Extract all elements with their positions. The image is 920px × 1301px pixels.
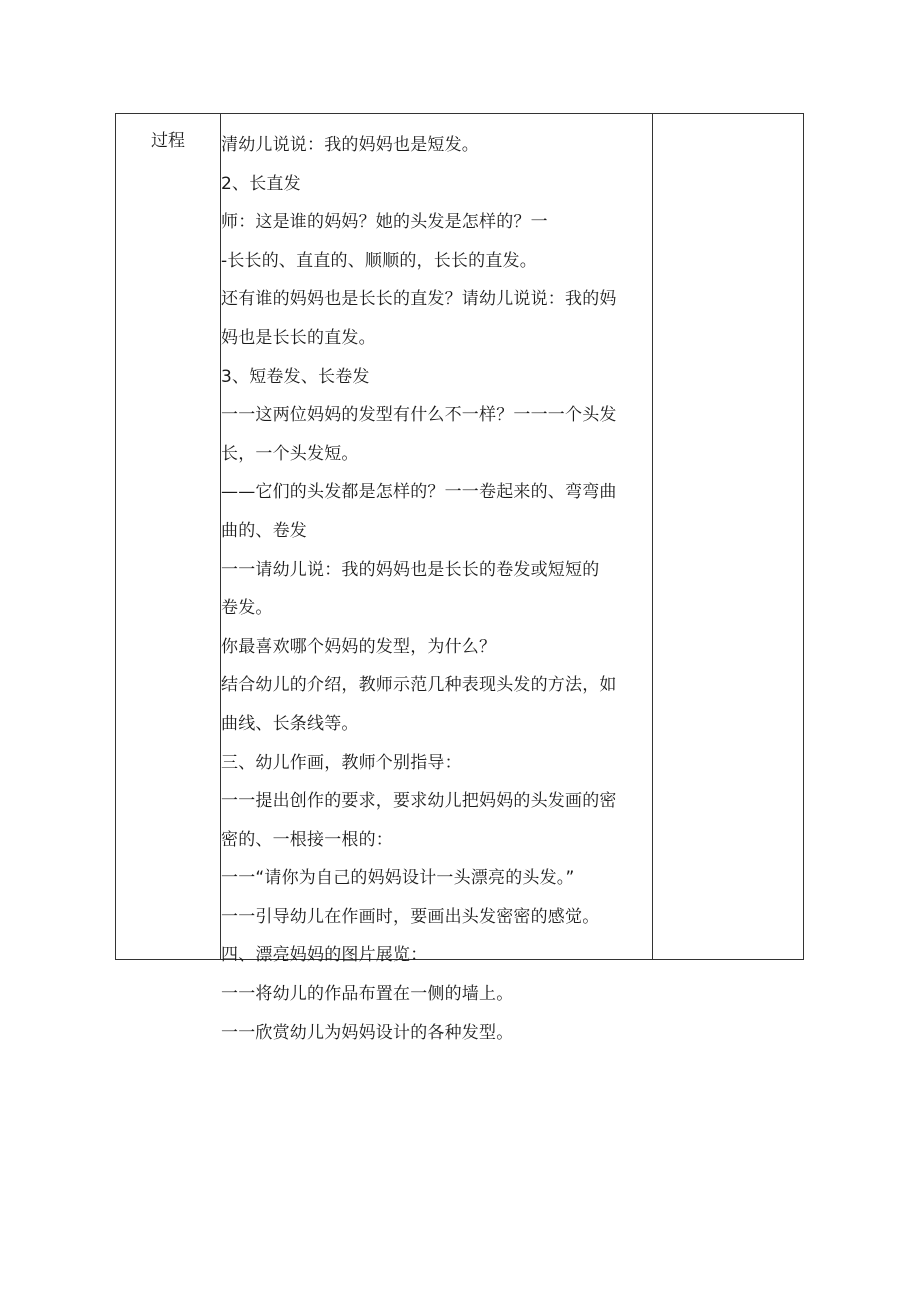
row-label: 过程 — [151, 131, 185, 151]
content-line: 四、漂亮妈妈的图片展览： — [221, 945, 428, 966]
content-line: -长长的、直直的、顺顺的，长长的直发。 — [221, 250, 537, 271]
content-line: 妈也是长长的直发。 — [221, 327, 376, 348]
content-line: 密的、一根接一根的： — [221, 829, 393, 850]
lesson-table — [115, 113, 804, 1043]
content-line: 三、幼儿作画，教师个别指导： — [221, 752, 462, 773]
content-line: 曲线、长条线等。 — [221, 713, 359, 734]
content-line: 一一将幼儿的作品布置在一侧的墙上。 — [221, 984, 514, 1005]
content-line: 一一提出创作的要求，要求幼儿把妈妈的头发画的密 — [221, 791, 617, 812]
content-line: 一一欣赏幼儿为妈妈设计的各种发型。 — [221, 1022, 514, 1043]
content-line: 师：这是谁的妈妈？她的头发是怎样的？一 — [221, 212, 548, 233]
content-line: 一一“请你为自己的妈妈设计一头漂亮的头发。” — [221, 868, 575, 889]
content-line: 你最喜欢哪个妈妈的发型，为什么？ — [221, 636, 497, 657]
content-line: 一一请幼儿说：我的妈妈也是长长的卷发或短短的 — [221, 559, 600, 580]
content-line: 一一引导幼儿在作画时，要画出头发密密的感觉。 — [221, 906, 600, 927]
content-line: 长，一个头发短。 — [221, 443, 359, 464]
content-line: 3、短卷发、长卷发 — [221, 366, 370, 387]
content-line: 还有谁的妈妈也是长长的直发？请幼儿说说：我的妈 — [221, 289, 617, 310]
content-line: 曲的、卷发 — [221, 520, 307, 541]
content-line: ——它们的头发都是怎样的？一一卷起来的、弯弯曲 — [221, 482, 617, 503]
content-line: 清幼儿说说：我的妈妈也是短发。 — [221, 135, 479, 155]
content-line: 卷发。 — [221, 598, 273, 619]
content-line: 2、长直发 — [221, 173, 301, 194]
notes-cell — [653, 114, 803, 959]
content-line: 结合幼儿的介绍，教师示范几种表现头发的方法，如 — [221, 675, 617, 696]
content-line: 一一这两位妈妈的发型有什么不一样？一一一个头发 — [221, 405, 617, 426]
process-content — [221, 126, 651, 1052]
